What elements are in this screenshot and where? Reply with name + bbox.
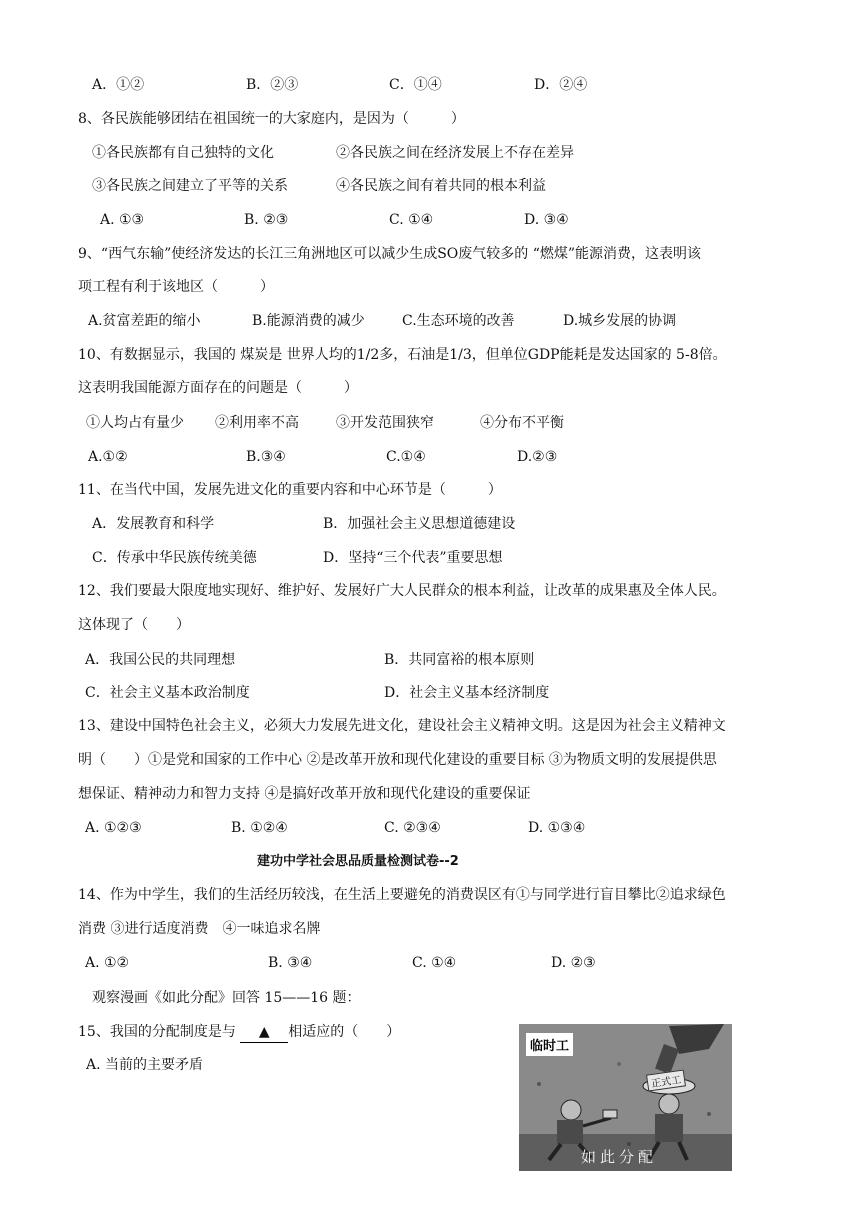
q14-stem-line1: 14、作为中学生，我们的生活经历较浅，在生活上要避免的消费误区有①与同学进行盲目攀比②追求绿色 [78,887,726,903]
q9-stem-line1: 9、“西气东输”使经济发达的长江三角洲地区可以减少生成SO废气较多的 “燃煤”能源消费，这表明该 [78,246,702,262]
q7-option-c: C．①④ [389,77,442,93]
cartoon-caption: 如此分配 [581,1148,658,1166]
q14-option-c: C. ①④ [412,955,457,971]
q10-option-a: A.①② [88,449,128,465]
q10-option-d: D.②③ [517,449,558,465]
q13-stem-line2: 明（ ）①是党和国家的工作中心 ②是改革开放和现代化建设的重要目标 ③为物质文明的发展提供思 [78,752,717,768]
q8-option-b: B. ②③ [244,212,289,228]
q12-stem-line1: 12、我们要最大限度地实现好、维护好、发展好广大人民群众的根本利益，让改革的成果惠及全体人民。 [78,583,726,599]
q8-item-1: ①各民族都有自己独特的文化 [92,145,274,161]
q13-option-d: D. ①③④ [528,820,586,836]
q9-option-b: B.能源消费的减少 [252,313,365,329]
q8-option-d: D. ③④ [524,212,569,228]
q12-option-b: B．共同富裕的根本原则 [384,652,535,668]
q11-option-a: A．发展教育和科学 [92,516,215,532]
q7-option-d: D．②④ [534,77,588,93]
q11-option-c: C．传承中华民族传统美德 [92,550,257,566]
q13-option-b: B. ①②④ [231,820,288,836]
q13-option-c: C. ②③④ [384,820,441,836]
q15-option-a: A. 当前的主要矛盾 [86,1057,204,1073]
q8-option-c: C. ①④ [389,212,434,228]
q15-blank-marker: ▲ [258,1024,270,1040]
q8-item-4: ④各民族之间有着共同的根本利益 [336,178,546,194]
cartoon-image [519,1024,732,1171]
q7-option-a: A．①② [92,77,145,93]
q8-item-2: ②各民族之间在经济发展上不存在差异 [336,145,574,161]
q13-stem-line3: 想保证、精神动力和智力支持 ④是搞好改革开放和现代化建设的重要保证 [78,786,531,802]
q10-option-b: B.③④ [246,449,286,465]
q10-stem-line2: 这表明我国能源方面存在的问题是（ ） [78,380,358,396]
q15-stem [78,1022,400,1043]
q10-item-1: ①人均占有量少 [86,415,184,431]
q10-item-4: ④分布不平衡 [480,415,564,431]
q9-stem-line2: 项工程有利于该地区（ ） [78,279,274,295]
q9-option-c: C.生态环境的改善 [402,313,515,329]
q10-item-2: ②利用率不高 [215,415,299,431]
q10-item-3: ③开发范围狭窄 [336,415,434,431]
q13-stem-line1: 13、建设中国特色社会主义，必须大力发展先进文化，建设社会主义精神文明。这是因为社会主义精神文 [78,718,726,734]
cartoon-label-temporary-worker: 临时工 [526,1033,573,1056]
q7-option-b: B．②③ [246,77,299,93]
q14-option-d: D. ②③ [551,955,596,971]
q14-stem-line2: 消费 ③进行适度消费 ④一味追求名牌 [78,921,321,937]
q15-stem-before: 15、我国的分配制度是与 [78,1024,241,1040]
q11-option-d: D．坚持“三个代表”重要思想 [323,550,503,566]
q8-item-3: ③各民族之间建立了平等的关系 [92,178,288,194]
cartoon-intro: 观察漫画《如此分配》回答 15——16 题： [92,990,361,1006]
q10-stem-line1: 10、有数据显示，我国的 煤炭是 世界人均的1/2多，石油是1/3，但单位GDP能耗是发达国家的 5-8倍。 [78,347,727,363]
q8-stem: 8、各民族能够团结在祖国统一的大家庭内，是因为（ ） [78,111,465,127]
section-title: 建功中学社会思品质量检测试卷--2 [257,854,459,869]
q12-stem-line2: 这体现了（ ） [78,617,190,633]
q10-option-c: C.①④ [386,449,426,465]
q8-option-a: A. ①③ [100,212,145,228]
q9-option-a: A.贫富差距的缩小 [88,313,201,329]
q12-option-c: C．社会主义基本政治制度 [85,685,250,701]
q15-stem-after: 相适应的（ ） [288,1024,401,1040]
q11-stem: 11、在当代中国，发展先进文化的重要内容和中心环节是（ ） [78,482,502,498]
q11-option-b: B．加强社会主义思想道德建设 [323,516,516,532]
q12-option-a: A．我国公民的共同理想 [85,652,236,668]
q12-option-d: D．社会主义基本经济制度 [384,685,550,701]
cartoon-label-regular-worker: 正式工 [646,1069,686,1091]
q14-option-a: A. ①② [85,955,130,971]
q14-option-b: B. ③④ [268,955,313,971]
q13-option-a: A. ①②③ [85,820,142,836]
q9-option-d: D.城乡发展的协调 [563,313,677,329]
q15-answer-blank [240,1022,288,1043]
